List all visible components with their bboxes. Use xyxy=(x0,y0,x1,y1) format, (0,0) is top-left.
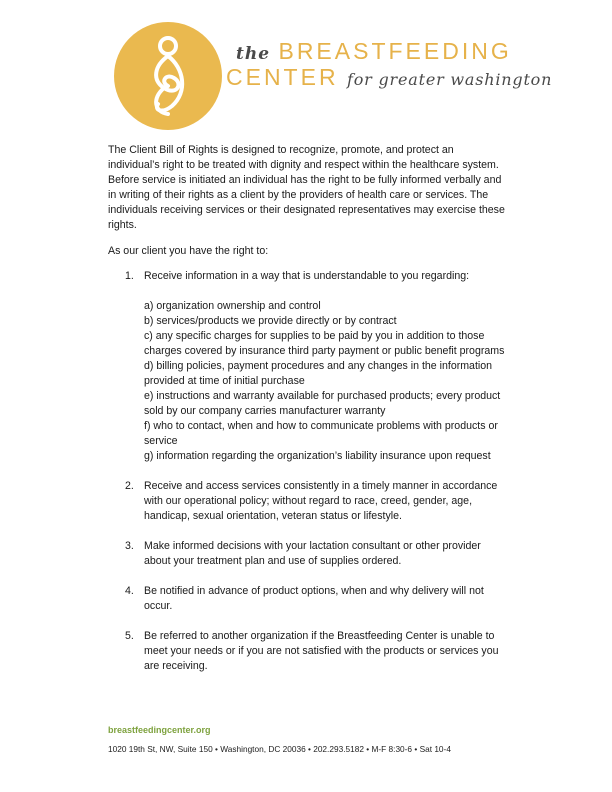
mother-child-icon xyxy=(114,22,222,130)
sublist-item: g) information regarding the organization’s liability insurance upon request xyxy=(144,450,491,462)
lead-paragraph: As our client you have the right to: xyxy=(108,245,269,257)
intro-paragraph: The Client Bill of Rights is designed to recognize, promote, and protect an individual’s right to be treated with dignity and respect within the healthcare system. Before service is initiated an individual has the right to be fully informed verbally and in writing of their rights as a client by the providers of health care or services. The individuals receiving services or their designated representatives may exercise these rights. xyxy=(108,144,505,231)
logo-row-top xyxy=(236,38,512,66)
sublist-item: c) any specific charges for supplies to be paid by you in addition to those charges covered by insurance third party payment or public benefit programs xyxy=(144,330,505,357)
info-sublist xyxy=(144,299,508,464)
logo-emblem xyxy=(114,22,222,130)
rights-list-item xyxy=(108,269,508,464)
right-number: 3. xyxy=(125,540,134,552)
right-text: Be referred to another organization if the Breastfeeding Center is unable to meet your needs or if you are not satisfied with the products or services you are receiving. xyxy=(144,630,499,672)
rights-list-item xyxy=(108,539,508,569)
sublist-item: b) services/products we provide directly or by contract xyxy=(144,315,397,327)
right-number: 2. xyxy=(125,480,134,492)
right-text: Make informed decisions with your lactation consultant or other provider about your treatment plan and use of supplies ordered. xyxy=(144,540,481,567)
logo-word-breastfeeding: BREASTFEEDING xyxy=(278,38,512,64)
right-number: 5. xyxy=(125,630,134,642)
right-text: Receive information in a way that is understandable to you regarding: xyxy=(144,270,470,282)
footer-address: 1020 19th St, NW, Suite 150 • Washington, DC 20036 • 202.293.5182 • M-F 8:30-6 • Sat 10-4 xyxy=(108,744,451,754)
rights-list-item xyxy=(108,584,508,614)
logo-word-center: CENTER xyxy=(226,64,339,90)
rights-list-item xyxy=(108,629,508,674)
footer-website-link[interactable]: breastfeedingcenter.org xyxy=(108,725,211,735)
rights-list xyxy=(108,269,508,674)
logo-row-bottom xyxy=(226,64,552,91)
right-number: 4. xyxy=(125,585,134,597)
logo-tagline: for greater washington xyxy=(347,70,553,89)
right-text: Receive and access services consistently in a timely manner in accordance with our operational policy; without regard to race, creed, gender, age, handicap, sexual orientation, veteran status or lifestyle. xyxy=(144,480,498,522)
sublist-item: d) billing policies, payment procedures and any changes in the information provided at time of initial purchase xyxy=(144,360,493,387)
logo-word-the: the xyxy=(236,44,271,64)
sublist-item: f) who to contact, when and how to communicate problems with products or service xyxy=(144,420,498,447)
right-text: Be notified in advance of product options, when and why delivery will not occur. xyxy=(144,585,484,612)
document-body xyxy=(108,143,508,689)
sublist-item: a) organization ownership and control xyxy=(144,300,321,312)
right-number: 1. xyxy=(125,270,134,282)
rights-list-item xyxy=(108,479,508,524)
sublist-item: e) instructions and warranty available for purchased products; every product sold by our company carries manufacturer warranty xyxy=(144,390,501,417)
